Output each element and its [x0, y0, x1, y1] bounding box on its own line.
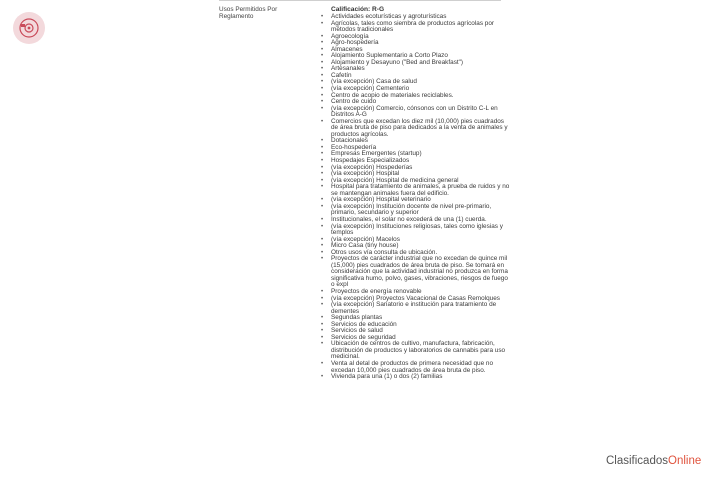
list-item: • (vía excepción) Sanatorio e institución para tratamiento de dementes [320, 302, 510, 315]
list-item: • Vivienda para una (1) o dos (2) familias [320, 374, 510, 381]
zoning-heading: Calificación: R-G [331, 6, 385, 13]
list-item: • Eco-hospedería [320, 145, 510, 152]
list-item: • Micro Casa (tiny house) [320, 243, 510, 250]
brand-name-main: Clasificados [606, 455, 668, 467]
list-item: • Venta al detal de productos de primera necesidad que no excedan 10,000 pies cuadrados de área bruta de piso. [320, 361, 510, 374]
list-item: • Ubicación de centros de cultivo, manufactura, fabricación, distribución de productos y laboratorios de cannabis para uso medicinal. [320, 341, 510, 361]
list-item: • (vía excepción) Hospital veterinario [320, 197, 510, 204]
list-item: • Cafetín [320, 73, 510, 80]
list-item: • Empresas Emergentes (startup) [320, 151, 510, 158]
list-item: • Alojamiento Suplementario a Corto Plazo [320, 53, 510, 60]
camera-eye-icon [13, 12, 45, 44]
list-item: • Comercios que excedan los diez mil (10,000) pies cuadrados de área bruta de piso para dedicados a la venta de animales y productos agrícolas. [320, 119, 510, 139]
list-item: • Almacenes [320, 47, 510, 54]
row-content [320, 6, 510, 381]
list-item: • (vía excepción) Hospederías [320, 165, 510, 172]
list-item: • Centro de acopio de materiales reciclables. [320, 93, 510, 100]
list-item: • Dotacionales [320, 138, 510, 145]
table-top-border [219, 0, 501, 1]
list-item: • Agro-hospedería [320, 40, 510, 47]
list-item: • Agroecología [320, 34, 510, 41]
list-item: • Actividades ecoturísticas y agroturísticas [320, 14, 510, 21]
list-item: • Segundas plantas [320, 315, 510, 322]
list-item: • Otros usos vía consulta de ubicación. [320, 250, 510, 257]
list-item: • Servicios de salud [320, 328, 510, 335]
list-item: • Hospital para tratamiento de animales, a prueba de ruidos y no se mantengan animales fuera del edificio. [320, 184, 510, 197]
list-item: • Proyectos de carácter industrial que no excedan de quince mil (15,000) pies cuadrados de área bruta de piso. Se tomará en consideración que la actividad industrial no produzca en forma significativa humo, polvo, gases, vibraciones, riesgos de fuego o expl [320, 256, 510, 289]
list-item: • Proyectos de energía renovable [320, 289, 510, 296]
list-item: • (vía excepción) Cementerio [320, 86, 510, 93]
list-item: • Servicios de educación [320, 322, 510, 329]
brand-name-accent: Online [668, 455, 702, 467]
list-item: • Hospedajes Especializados [320, 158, 510, 165]
list-item: • (vía excepción) Comercio, cónsonos con un Distrito C-L en Distritos A-G [320, 106, 510, 119]
list-item: • (vía excepción) Proyectos Vacacional de Casas Remolques [320, 296, 510, 303]
list-item: • (vía excepción) Macelos [320, 237, 510, 244]
list-item: • (vía excepción) Hospital [320, 171, 510, 178]
list-item: • Alojamiento y Desayuno ("Bed and Breakfast") [320, 60, 510, 67]
list-item: • (vía excepción) Casa de salud [320, 79, 510, 86]
permitted-uses-list [320, 14, 510, 381]
list-item: • (vía excepción) Instituciones religiosas, tales como iglesias y templos [320, 224, 510, 237]
list-item: • Institucionales, el solar no excederá de una (1) cuerda. [320, 217, 510, 224]
site-logo[interactable] [13, 12, 45, 44]
list-item: • (vía excepción) Institución docente de nivel pre-primario, primario, secundario y superior [320, 204, 510, 217]
list-item: • Agrícolas, tales como siembra de productos agrícolas por métodos tradicionales [320, 21, 510, 34]
brand-watermark [606, 455, 701, 467]
list-item: • Artesanales [320, 66, 510, 73]
list-item: • Centro de cuido [320, 99, 510, 106]
list-item: • Servicios de seguridad [320, 335, 510, 342]
list-item: • (vía excepción) Hospital de medicina general [320, 178, 510, 185]
row-label: Usos Permitidos Por Reglamento [219, 6, 278, 20]
